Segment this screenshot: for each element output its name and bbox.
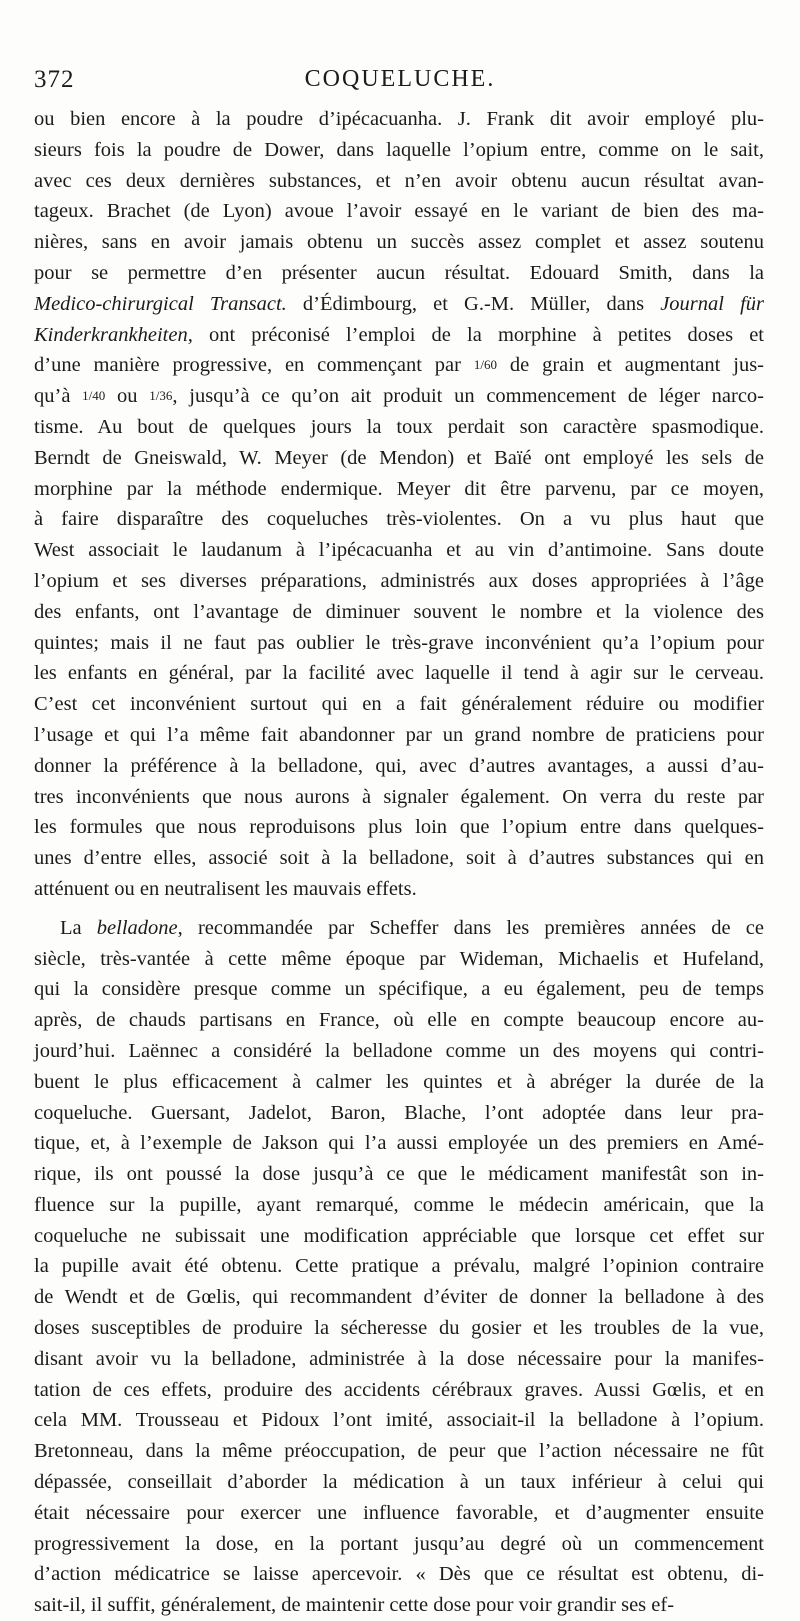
text-segment: était nécessaire pour exercer une influence favorable, et d’augmenter ensuite	[34, 1501, 764, 1524]
text-segment: qui la considère presque comme un spécifique, a eu également, peu de temps	[34, 978, 764, 1001]
text-segment: tique, et, à l’exemple de Jakson qui l’a aussi employée un des premiers en Amé-	[34, 1132, 764, 1155]
text-segment: C’est cet inconvénient surtout qui en a fait généralement réduire ou modifier	[34, 693, 764, 716]
text-line	[34, 535, 764, 566]
text-segment: sieurs fois la poudre de Dower, dans laquelle l’opium entre, comme on le sait,	[34, 138, 764, 161]
text-segment: des enfants, ont l’avantage de diminuer souvent le nombre et la violence des	[34, 600, 764, 623]
text-segment: West associait le laudanum à l’ipécacuanha et au vin d’antimoine. Sans doute	[34, 539, 764, 562]
text-segment: cela MM. Trousseau et Pidoux l’ont imité, associait-il la belladone à l’opium.	[34, 1409, 764, 1432]
text-line	[34, 720, 764, 751]
text-segment: d’une manière progressive, en commençant par	[34, 354, 474, 377]
text-segment: ou bien encore à la poudre d’ipécacuanha. J. Frank dit avoir employé plu-	[34, 108, 764, 130]
body-text	[34, 104, 764, 1621]
text-segment: La	[60, 916, 97, 939]
text-line	[34, 751, 764, 782]
text-line	[34, 1282, 764, 1313]
text-line	[34, 1529, 764, 1560]
text-segment: , recommandée par Scheffer dans les premières années de ce	[177, 916, 764, 939]
text-segment: qu’à	[34, 385, 83, 408]
text-segment: d’action médicatrice se laisse apercevoir. « Dès que ce résultat est obtenu, di-	[34, 1563, 764, 1586]
text-segment: tation de ces effets, produire des accidents cérébraux graves. Aussi Gœlis, et en	[34, 1378, 764, 1401]
text-line	[34, 1221, 764, 1252]
text-segment: donner la préférence à la belladone, qui, avec d’autres avantages, a aussi d’au-	[34, 754, 764, 777]
text-segment: morphine par la méthode endermique. Meyer dit être parvenu, par ce moyen,	[34, 477, 764, 500]
text-line	[34, 104, 764, 135]
text-line	[34, 166, 764, 197]
text-segment: nières, sans en avoir jamais obtenu un succès assez complet et assez soutenu	[34, 231, 764, 254]
text-segment: tisme. Au bout de quelques jours la toux perdait son caractère spasmodique.	[34, 415, 764, 438]
text-segment: jourd’hui. Laënnec a considéré la belladone comme un des moyens qui contri-	[34, 1039, 764, 1062]
text-line	[34, 1251, 764, 1282]
text-line	[34, 504, 764, 535]
italic-text: Medico-chirurgical Transact.	[34, 292, 287, 315]
text-segment: Berndt de Gneiswald, W. Meyer (de Mendon) et Baïé ont employé les sels de	[34, 446, 764, 469]
text-segment: atténuent ou en neutralisent les mauvais effets.	[34, 877, 417, 900]
text-segment: Bretonneau, dans la même préoccupation, de peur que l’action nécessaire ne fût	[34, 1440, 764, 1463]
text-segment: sait-il, il suffit, généralement, de maintenir cette dose pour voir grandir ses ef-	[34, 1594, 675, 1617]
text-segment: d’Édimbourg, et G.-M. Müller, dans	[286, 292, 661, 315]
text-segment: la pupille avait été obtenu. Cette pratique a prévalu, malgré l’opinion contraire	[34, 1255, 764, 1278]
text-line	[34, 289, 764, 320]
text-line	[34, 135, 764, 166]
text-segment: buent le plus efficacement à calmer les quintes et à abréger la durée de la	[34, 1070, 764, 1093]
text-line	[34, 227, 764, 258]
italic-text: Journal für	[660, 292, 765, 315]
text-segment: doses susceptibles de produire la sécheresse du gosier et les troubles de la vue,	[34, 1317, 764, 1340]
text-line	[34, 689, 764, 720]
text-segment: quintes; mais il ne faut pas oublier le très-grave inconvénient qu’a l’opium pour	[34, 631, 764, 654]
text-segment: les formules que nous reproduisons plus loin que l’opium entre dans quelques-	[34, 816, 764, 839]
text-line	[34, 1098, 764, 1129]
text-line	[34, 381, 764, 412]
text-segment: l’opium et ses diverses préparations, administrés aux doses appropriées à l’âge	[34, 569, 764, 592]
italic-text: belladone	[96, 916, 178, 939]
paragraph	[34, 104, 764, 905]
text-segment: progressivement la dose, en la portant jusqu’au degré où un commencement	[34, 1532, 764, 1555]
text-line	[34, 874, 764, 905]
text-line	[34, 944, 764, 975]
text-segment: disant avoir vu la belladone, administrée à la dose nécessaire pour la manifes-	[34, 1347, 764, 1370]
running-title: COQUELUCHE.	[304, 66, 496, 92]
text-segment: coqueluche. Guersant, Jadelot, Baron, Blache, l’ont adoptée dans leur pra-	[34, 1101, 764, 1124]
text-segment: coqueluche ne subissait une modification appréciable que lorsque cet effet sur	[34, 1224, 764, 1247]
text-line	[34, 196, 764, 227]
text-segment: dépassée, conseillait d’aborder la médication à un taux inférieur à celui qui	[34, 1471, 764, 1494]
text-line	[34, 913, 764, 944]
text-line	[34, 1313, 764, 1344]
text-segment: ont préconisé l’emploi de la morphine à petites doses et	[192, 323, 764, 346]
text-segment: avec ces deux dernières substances, et n’en avoir obtenu aucun résultat avan-	[34, 169, 764, 192]
italic-text: Kinderkrankheiten,	[34, 323, 193, 346]
text-line	[34, 1436, 764, 1467]
text-line	[34, 1405, 764, 1436]
text-segment: après, de chauds partisans en France, où elle en compte beaucoup encore au-	[34, 1009, 764, 1032]
text-line	[34, 1036, 764, 1067]
text-line	[34, 597, 764, 628]
text-line	[34, 782, 764, 813]
fraction: 1/36	[149, 388, 173, 404]
text-line	[34, 628, 764, 659]
text-segment: rique, ils ont poussé la dose jusqu’à ce que le médicament manifestât son in-	[34, 1163, 764, 1186]
text-segment: à faire disparaître des coqueluches très-violentes. On a vu plus haut que	[34, 508, 764, 531]
text-line	[34, 1498, 764, 1529]
text-line	[34, 1467, 764, 1498]
text-segment: de Wendt et de Gœlis, qui recommandent d’éviter de donner la belladone à des	[34, 1286, 764, 1309]
text-line	[34, 1159, 764, 1190]
text-line	[34, 1344, 764, 1375]
text-segment: ou	[105, 385, 150, 408]
text-line	[34, 474, 764, 505]
text-line	[34, 1005, 764, 1036]
text-line	[34, 443, 764, 474]
text-line	[34, 1590, 764, 1621]
text-line	[34, 1067, 764, 1098]
page-header	[0, 66, 800, 106]
paragraph	[34, 913, 764, 1621]
page-number: 372	[34, 66, 75, 93]
text-line	[34, 812, 764, 843]
text-line	[34, 658, 764, 689]
text-segment: unes d’entre elles, associé soit à la belladone, soit à d’autres substances qui en	[34, 847, 764, 870]
text-line	[34, 974, 764, 1005]
text-segment: pour se permettre d’en présenter aucun résultat. Edouard Smith, dans la	[34, 261, 764, 284]
text-segment: , jusqu’à ce qu’on ait produit un commencement de léger narco-	[172, 385, 765, 408]
text-segment: les enfants en général, par la facilité avec laquelle il tend à agir sur le cerveau.	[34, 662, 764, 685]
text-segment: siècle, très-vantée à cette même époque par Wideman, Michaelis et Hufeland,	[34, 947, 764, 970]
text-segment: tageux. Brachet (de Lyon) avoue l’avoir essayé en le variant de bien des ma-	[34, 200, 764, 223]
text-line	[34, 566, 764, 597]
text-segment: fluence sur la pupille, ayant remarqué, comme le médecin américain, que la	[34, 1193, 764, 1216]
text-line	[34, 843, 764, 874]
text-line	[34, 258, 764, 289]
text-line	[34, 412, 764, 443]
fraction: 1/60	[473, 357, 497, 373]
text-segment: tres inconvénients que nous aurons à signaler également. On verra du reste par	[34, 785, 764, 808]
text-segment: de grain et augmentant jus-	[496, 354, 764, 377]
text-segment: l’usage et qui l’a même fait abandonner par un grand nombre de praticiens pour	[34, 723, 764, 746]
fraction: 1/40	[82, 388, 106, 404]
text-line	[34, 350, 764, 381]
text-line	[34, 1375, 764, 1406]
text-line	[34, 320, 764, 351]
text-line	[34, 1559, 764, 1590]
text-line	[34, 1128, 764, 1159]
text-line	[34, 1190, 764, 1221]
